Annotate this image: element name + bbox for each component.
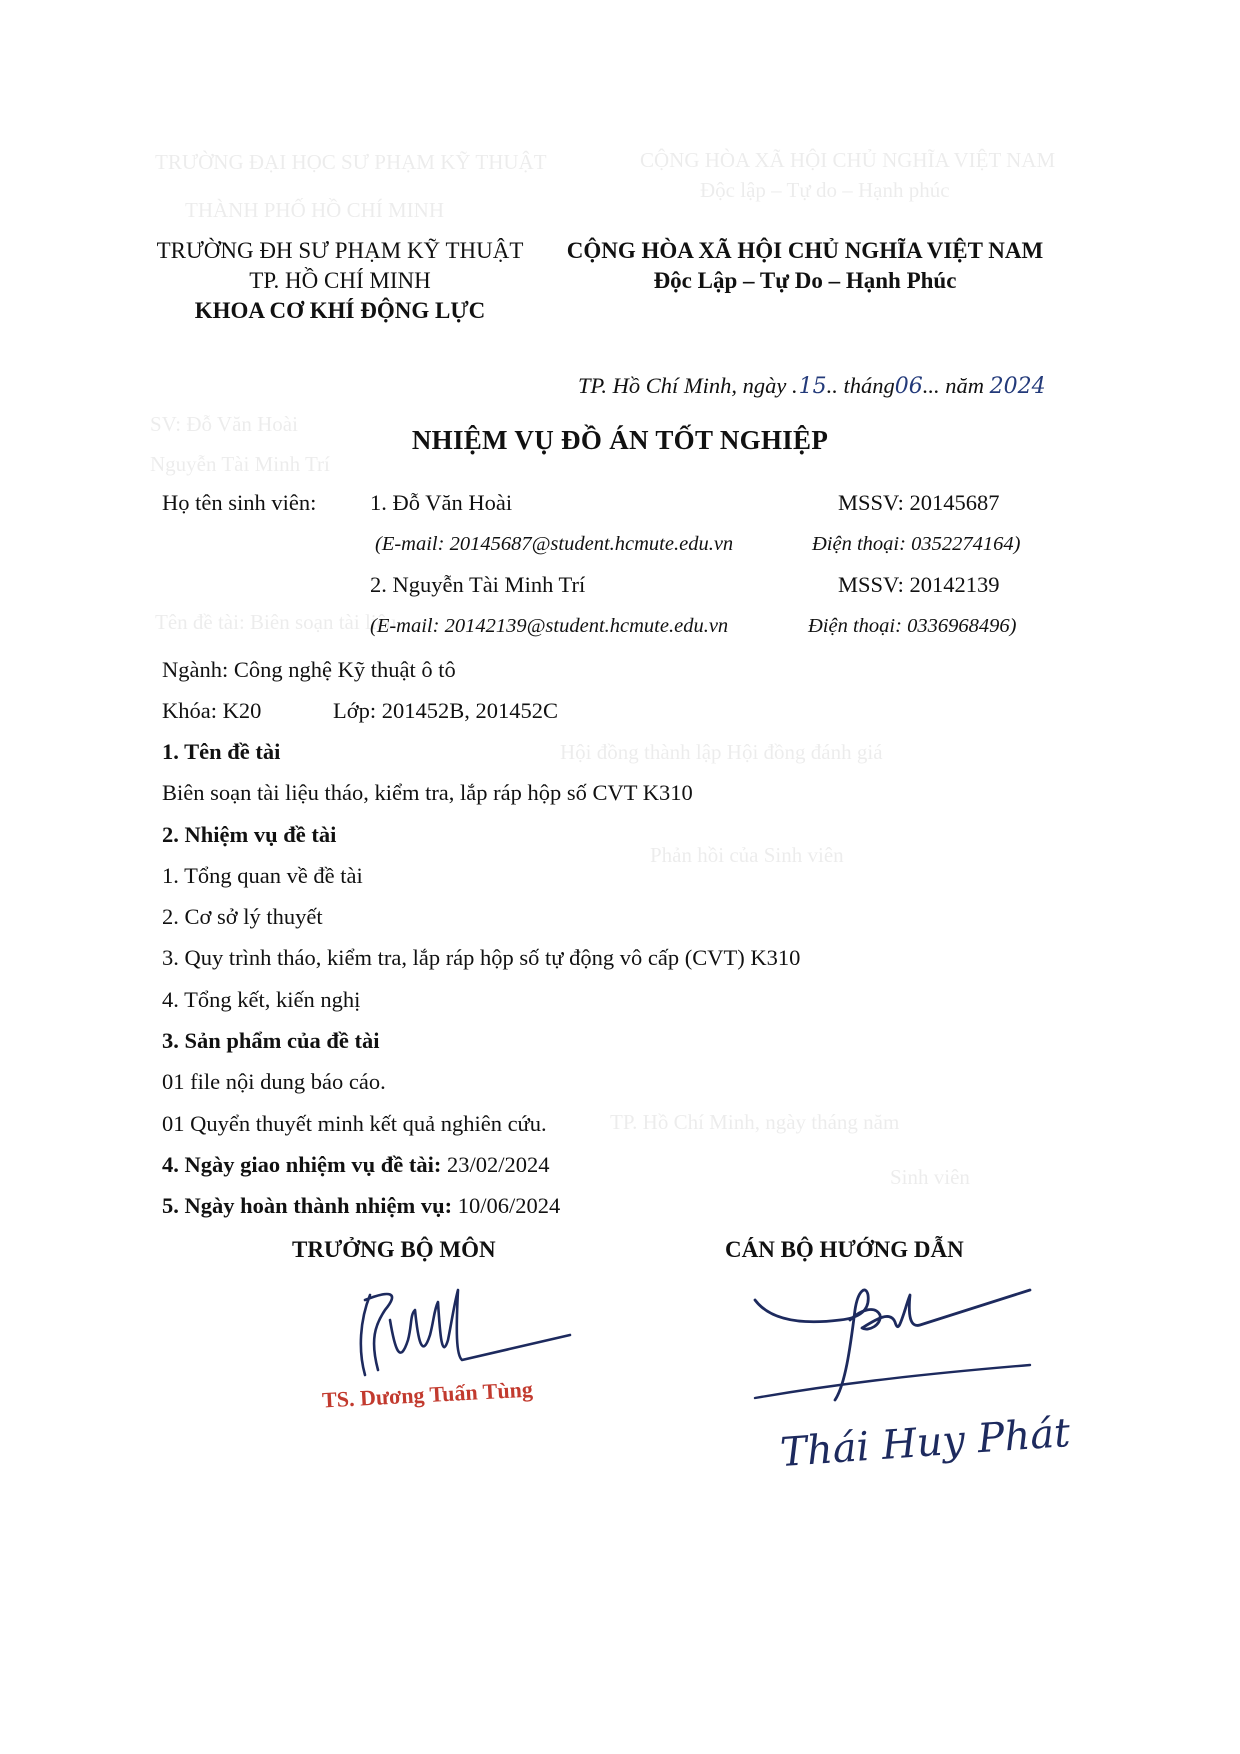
task-item: 1. Tổng quan về đề tài <box>162 863 363 888</box>
complete-date <box>162 1193 560 1219</box>
task-item: 2. Cơ sở lý thuyết <box>162 904 323 929</box>
class: Lớp: 201452B, 201452C <box>333 698 559 723</box>
student-1-email: (E-mail: 20145687@student.hcmute.edu.vn <box>375 533 734 555</box>
head-of-department-name: TS. Dương Tuấn Tùng <box>321 1376 534 1413</box>
assign-date <box>162 1152 550 1178</box>
date-line: TP. Hồ Chí Minh, ngày .15.. tháng06... năm 2024 <box>578 373 1046 399</box>
school-city: TP. HỒ CHÍ MINH <box>249 268 431 293</box>
section-1-text: Biên soạn tài liệu tháo, kiểm tra, lắp ráp hộp số CVT K310 <box>162 780 693 805</box>
student-1-mssv: MSSV: 20145687 <box>838 490 1000 515</box>
task-item: 3. Quy trình tháo, kiểm tra, lắp ráp hộp số tự động vô cấp (CVT) K310 <box>162 945 801 970</box>
supervisor-name: Thái Huy Phát <box>778 1409 1072 1477</box>
student-1-phone: Điện thoại: 0352274164) <box>812 533 1021 555</box>
national-title: CỘNG HÒA XÃ HỘI CHỦ NGHĨA VIỆT NAM <box>566 238 1044 263</box>
student-2-mssv: MSSV: 20142139 <box>838 572 1000 597</box>
assign-date-value: 23/02/2024 <box>447 1152 550 1177</box>
supervisor-title: CÁN BỘ HƯỚNG DẪN <box>725 1237 964 1262</box>
date-day: 15 <box>798 374 827 399</box>
section-2-heading: 2. Nhiệm vụ đề tài <box>162 822 337 847</box>
date-prefix: TP. Hồ Chí Minh, ngày <box>578 373 787 398</box>
head-of-department-title: TRƯỞNG BỘ MÔN <box>292 1237 496 1262</box>
student-2-name: 2. Nguyễn Tài Minh Trí <box>370 572 586 597</box>
supervisor-signature <box>750 1280 1040 1420</box>
task-item: 4. Tổng kết, kiến nghị <box>162 987 361 1012</box>
course: Khóa: K20 <box>162 698 262 723</box>
school-name: TRƯỜNG ĐH SƯ PHẠM KỸ THUẬT <box>156 238 524 263</box>
section-1-heading: 1. Tên đề tài <box>162 739 281 764</box>
assign-date-label: 4. Ngày giao nhiệm vụ đề tài: <box>162 1152 442 1177</box>
product-item: 01 Quyển thuyết minh kết quả nghiên cứu. <box>162 1111 547 1136</box>
product-item: 01 file nội dung báo cáo. <box>162 1069 386 1094</box>
major: Ngành: Công nghệ Kỹ thuật ô tô <box>162 657 456 682</box>
students-label: Họ tên sinh viên: <box>162 490 317 515</box>
document-title: NHIỆM VỤ ĐỒ ÁN TỐT NGHIỆP <box>411 425 829 455</box>
date-month: 06 <box>894 374 923 399</box>
student-2-phone: Điện thoại: 0336968496) <box>808 615 1017 637</box>
student-1-name: 1. Đỗ Văn Hoài <box>370 490 513 515</box>
student-2-email: (E-mail: 20142139@student.hcmute.edu.vn <box>370 615 729 637</box>
date-year-label: năm <box>945 373 984 398</box>
section-3-heading: 3. Sản phẩm của đề tài <box>162 1028 380 1053</box>
complete-date-label: 5. Ngày hoàn thành nhiệm vụ: <box>162 1193 453 1218</box>
complete-date-value: 10/06/2024 <box>457 1193 561 1218</box>
faculty-name: KHOA CƠ KHÍ ĐỘNG LỰC <box>194 298 486 323</box>
head-of-department-signature <box>330 1280 590 1390</box>
date-month-label: tháng <box>843 373 895 398</box>
national-motto: Độc Lập – Tự Do – Hạnh Phúc <box>653 268 957 293</box>
date-year: 2024 <box>989 374 1046 399</box>
header-right <box>565 236 1045 296</box>
header-left <box>150 236 530 326</box>
